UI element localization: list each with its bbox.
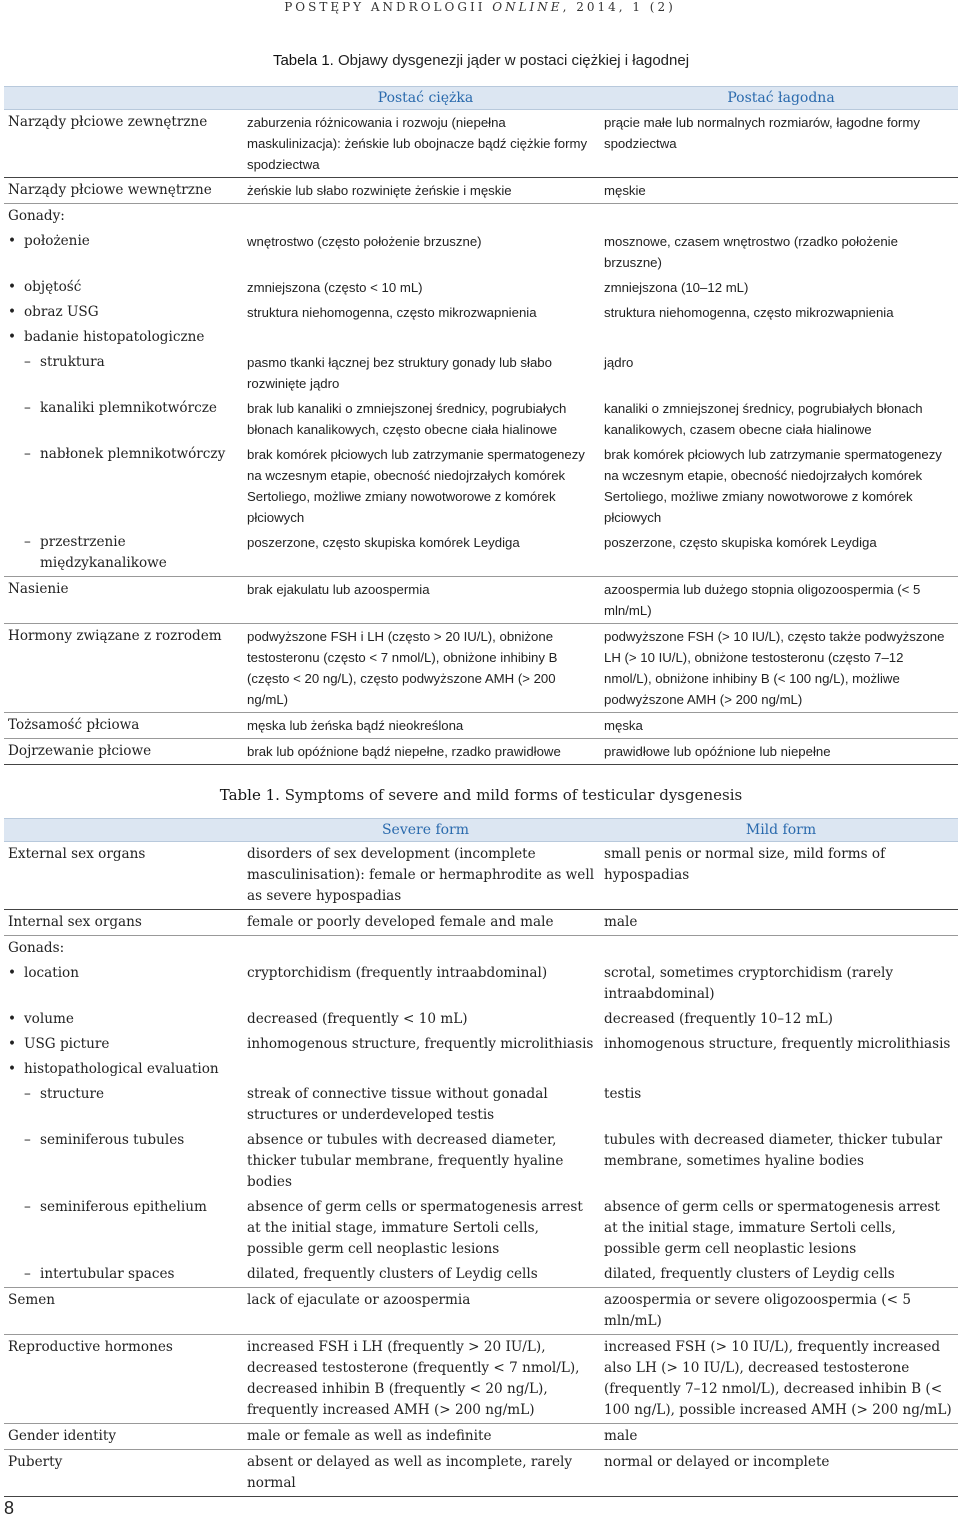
table-row [4,530,958,577]
row-label: External sex organs [4,842,247,910]
bullet-icon: • [8,233,17,249]
table-row [4,350,958,396]
mild-cell: normal or delayed or incomplete [604,1450,958,1497]
table-row [4,275,958,300]
journal-issue: , 2014, 1 (2) [562,0,676,14]
table-row [4,1424,958,1450]
mild-cell: prącie małe lub normalnych rozmiarów, łagodne formy spodziectwa [604,110,958,178]
mild-cell: brak komórek płciowych lub zatrzymanie spermatogenezy na wczesnym etapie, obecność niedojrzałych komórek Sertoliego, możliwe zmiany nowotworowe z komórek płciowych [604,447,942,525]
dash-icon: – [24,354,31,370]
table-row [4,1450,958,1497]
mild-cell: kanaliki o zmniejszonej średnicy, pogrubiałych błonach kanalikowych, czasem obecne ciała hialinowe [604,401,923,437]
table-row [4,624,958,713]
severe-cell: żeńskie lub słabo rozwinięte żeńskie i męskie [247,178,604,204]
row-label: volume [24,1011,74,1027]
mild-cell: zmniejszona (10–12 mL) [604,280,749,295]
table-row [4,842,958,910]
table-row [4,1288,958,1335]
bullet-icon: • [8,1011,17,1027]
row-label: structure [40,1086,105,1102]
symptoms-table [4,818,958,1497]
row-label: kanaliki plemnikotwórcze [40,400,217,416]
row-label: Narządy płciowe zewnętrzne [4,110,247,178]
row-label: Dojrzewanie płciowe [4,739,247,765]
severe-cell: decreased (frequently < 10 mL) [247,1011,468,1027]
row-label: Gonads: [8,940,65,956]
table-row [4,1262,958,1288]
severe-cell: poszerzone, często skupiska komórek Leydiga [247,530,604,577]
table-row [4,300,958,325]
table-row [4,1082,958,1128]
severe-cell: męska lub żeńska bądź nieokreślona [247,713,604,739]
page-number: 8 [4,1498,15,1518]
severe-cell: lack of ejaculate or azoospermia [247,1288,604,1335]
mild-cell: męskie [604,178,958,204]
severe-cell: brak lub opóźnione bądź niepełne, rzadko prawidłowe [247,739,604,765]
table-label: Tabela 1. [272,52,334,69]
severe-cell: absent or delayed as well as incomplete, rarely normal [247,1450,604,1497]
row-label: obraz USG [24,304,99,320]
mild-cell: increased FSH (> 10 IU/L), frequently increased also LH (> 10 IU/L), decreased testosterone (frequently 7–12 nmol/L), decreased inhibin B (< 100 ng/L), possible increased AMH (> 200 ng/mL) [604,1335,958,1424]
severe-cell: male or female as well as indefinite [247,1424,604,1450]
table-row [4,229,958,275]
header-empty [4,87,247,110]
row-label: położenie [24,233,90,249]
journal-name: POSTĘPY ANDROLOGII [284,0,493,14]
header-severe: Severe form [247,819,604,842]
mild-cell: męska [604,713,958,739]
mild-cell: absence of germ cells or spermatogenesis arrest at the initial stage, immature Sertoli cells, possible germ cell neoplastic lesions [604,1199,940,1257]
row-label: Semen [4,1288,247,1335]
mild-cell: male [604,910,958,936]
dash-icon: – [24,534,31,550]
row-label: Gonady: [8,208,65,224]
table-english [4,786,958,1497]
table-row [4,110,958,178]
table-row [4,1007,958,1032]
journal-name-online: ONLINE [492,0,563,14]
dash-icon: – [24,446,31,462]
header-mild: Mild form [604,819,958,842]
table-row [4,204,958,230]
severe-cell: zaburzenia różnicowania i rozwoju (niepełna maskulinizacja): żeńskie lub obojnacze bądź ciężkie formy spodziectwa [247,110,604,178]
row-label: objętość [24,279,82,295]
row-label: przestrzenie międzykanalikowe [40,534,167,571]
severe-cell: pasmo tkanki łącznej bez struktury gonady lub słabo rozwinięte jądro [247,355,552,391]
severe-cell: zmniejszona (często < 10 mL) [247,280,423,295]
severe-cell: dilated, frequently clusters of Leydig cells [247,1262,604,1288]
dash-icon: – [24,1199,31,1215]
running-header [0,0,960,14]
table-row [4,961,958,1007]
table-row [4,739,958,765]
table-row [4,1057,958,1082]
table-row [4,910,958,936]
table-row [4,713,958,739]
severe-cell: disorders of sex development (incomplete masculinisation): female or hermaphrodite as well as severe hypospadias [247,842,604,910]
dash-icon: – [24,1086,31,1102]
severe-cell: cryptorchidism (frequently intraabdominal) [247,965,548,981]
severe-cell: wnętrostwo (często położenie brzuszne) [247,234,482,249]
bullet-icon: • [8,329,17,345]
row-label: Nasienie [4,577,247,624]
table-row [4,577,958,624]
table-caption [4,52,958,86]
severe-cell: struktura niehomogenna, często mikrozwapnienia [247,305,537,320]
table-caption [4,786,958,818]
severe-cell: brak komórek płciowych lub zatrzymanie spermatogenezy na wczesnym etapie, obecność niedojrzałych komórek Sertoliego, możliwe zmiany nowotworowe z komórek płciowych [247,447,585,525]
mild-cell: poszerzone, często skupiska komórek Leydiga [604,530,958,577]
mild-cell: testis [604,1086,642,1102]
row-label: seminiferous tubules [40,1132,185,1148]
mild-cell: mosznowe, czasem wnętrostwo (rzadko położenie brzuszne) [604,234,898,270]
row-label: seminiferous epithelium [40,1199,207,1215]
row-label: Tożsamość płciowa [4,713,247,739]
bullet-icon: • [8,1036,17,1052]
row-label: nabłonek plemnikotwórczy [40,446,226,462]
row-label: location [24,965,79,981]
mild-cell: inhomogenous structure, frequently microlithiasis [604,1036,951,1052]
severe-cell: absence of germ cells or spermatogenesis arrest at the initial stage, immature Sertoli cells, possible germ cell neoplastic lesions [247,1199,583,1257]
severe-cell: brak lub kanaliki o zmniejszonej średnicy, pogrubiałych błonach kanalikowych, często obecne ciała hialinowe [247,401,567,437]
mild-cell: small penis or normal size, mild forms of hypospadias [604,842,958,910]
severe-cell: increased FSH i LH (frequently > 20 IU/L), decreased testosterone (frequently < 7 nmol/L), decreased inhibin B (frequently < 20 ng/L), frequently increased AMH (> 200 ng/mL) [247,1335,604,1424]
row-label: Internal sex organs [4,910,247,936]
table-row [4,1335,958,1424]
row-label: Narządy płciowe wewnętrzne [4,178,247,204]
header-empty [4,819,247,842]
bullet-icon: • [8,1061,17,1077]
severe-cell: brak ejakulatu lub azoospermia [247,577,604,624]
row-label: Puberty [4,1450,247,1497]
severe-cell: absence or tubules with decreased diameter, thicker tubular membrane, frequently hyaline bodies [247,1132,564,1190]
row-label: histopathological evaluation [24,1061,219,1077]
table-row [4,1128,958,1195]
row-label: intertubular spaces [40,1266,175,1282]
row-label: struktura [40,354,105,370]
mild-cell: azoospermia lub dużego stopnia oligozoospermia (< 5 mln/mL) [604,577,958,624]
dash-icon: – [24,1132,31,1148]
mild-cell: male [604,1424,958,1450]
table-title: Objawy dysgenezji jąder w postaci ciężkiej i łagodnej [338,52,690,69]
table-row [4,396,958,442]
mild-cell: jądro [604,355,634,370]
table-row [4,1032,958,1057]
severe-cell: podwyższone FSH i LH (często > 20 IU/L), obniżone testosteronu (często < 7 nmol/L), obniżone inhibiny B (często < 20 ng/L), często podwyższone AMH (> 200 ng/mL) [247,624,604,713]
table-row [4,442,958,530]
table-row [4,325,958,350]
dash-icon: – [24,400,31,416]
row-label: Reproductive hormones [4,1335,247,1424]
table-label: Table 1. [219,786,280,804]
severe-cell: inhomogenous structure, frequently microlithiasis [247,1036,594,1052]
severe-cell: female or poorly developed female and male [247,910,604,936]
row-label: badanie histopatologiczne [24,329,205,345]
mild-cell: tubules with decreased diameter, thicker tubular membrane, sometimes hyaline bodies [604,1132,943,1169]
table-row [4,936,958,962]
row-label: USG picture [24,1036,110,1052]
table-title: Symptoms of severe and mild forms of testicular dysgenesis [284,786,743,804]
severe-cell: streak of connective tissue without gonadal structures or underdeveloped testis [247,1086,548,1123]
table-header-row [4,819,958,842]
mild-cell: struktura niehomogenna, często mikrozwapnienia [604,305,894,320]
header-mild: Postać łagodna [604,87,958,110]
mild-cell: prawidłowe lub opóźnione lub niepełne [604,739,958,765]
bullet-icon: • [8,279,17,295]
bullet-icon: • [8,304,17,320]
row-label: Gender identity [4,1424,247,1450]
symptoms-table [4,86,958,765]
table-header-row [4,87,958,110]
mild-cell: scrotal, sometimes cryptorchidism (rarely intraabdominal) [604,965,894,1002]
table-polish [4,52,958,765]
mild-cell: podwyższone FSH (> 10 IU/L), często także podwyższone LH (> 10 IU/L), obniżone testosteronu (często 7–12 nmol/L), obniżone inhibiny B (< 100 ng/L), możliwe podwyższone AMH (> 200 ng/mL) [604,624,958,713]
bullet-icon: • [8,965,17,981]
mild-cell: dilated, frequently clusters of Leydig cells [604,1262,958,1288]
row-label: Hormony związane z rozrodem [4,624,247,713]
table-row [4,1195,958,1262]
table-row [4,178,958,204]
dash-icon: – [24,1266,31,1282]
mild-cell: decreased (frequently 10–12 mL) [604,1011,833,1027]
mild-cell: azoospermia or severe oligozoospermia (< 5 mln/mL) [604,1288,958,1335]
header-severe: Postać ciężka [247,87,604,110]
